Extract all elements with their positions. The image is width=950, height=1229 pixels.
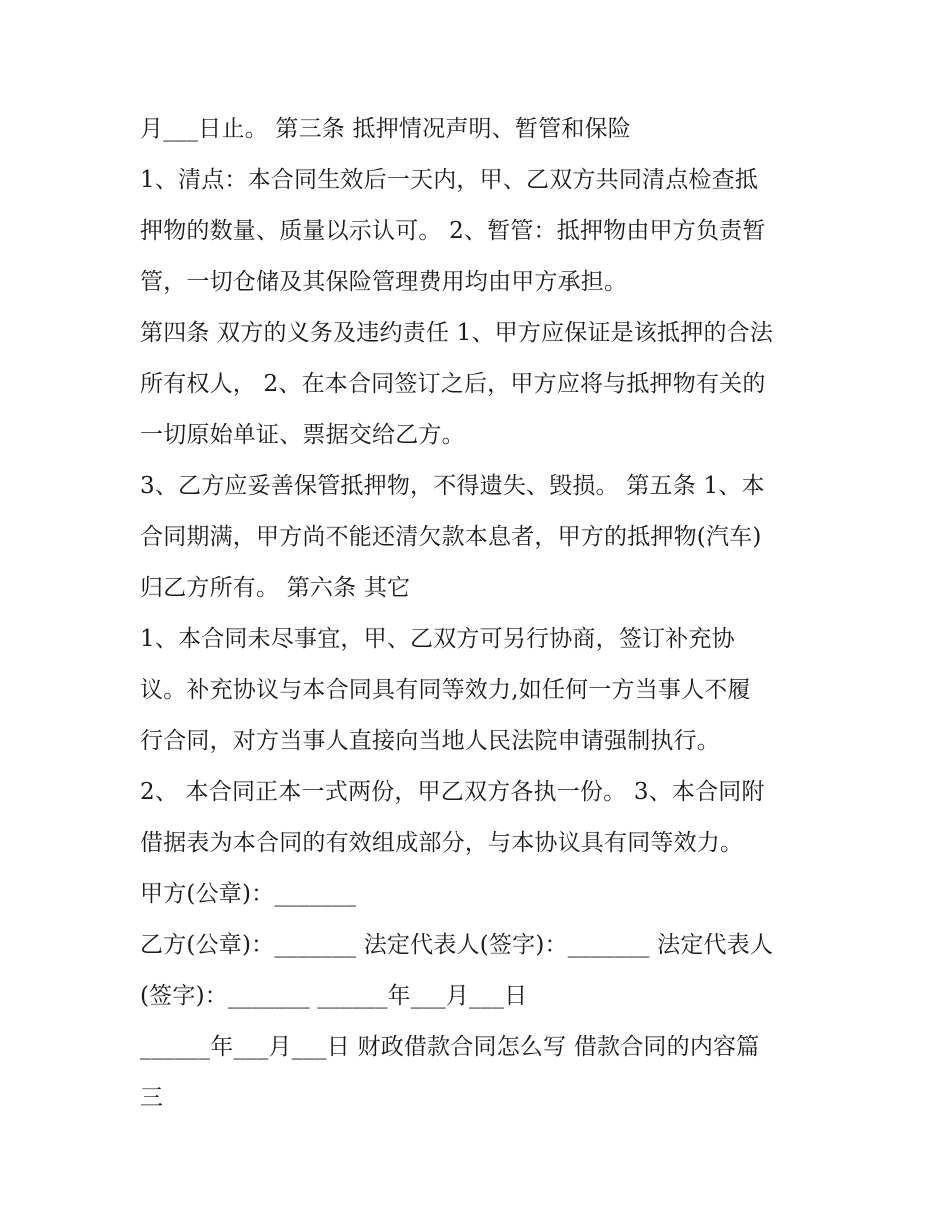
signature-line-party-a: 甲方(公章)：_______	[140, 881, 357, 907]
text-line: ______年___月___日 财政借款合同怎么写 借款合同的内容篇	[140, 1034, 760, 1060]
document-body	[140, 104, 820, 1124]
text-line: 1、清点：本合同生效后一天内，甲、乙双方共同清点检查抵	[140, 167, 759, 193]
text-line: 所有权人， 2、在本合同签订之后，甲方应将与抵押物有关的	[140, 371, 766, 397]
text-line: 归乙方所有。 第六条 其它	[140, 575, 411, 601]
text-line: 3、乙方应妥善保管抵押物，不得遗失、毁损。 第五条 1、本	[140, 473, 765, 499]
text-line: 议。补充协议与本合同具有同等效力,如任何一方当事人不履	[140, 677, 751, 703]
text-line: 第四条 双方的义务及违约责任 1、甲方应保证是该抵押的合法	[140, 320, 774, 346]
text-line: 1、本合同未尽事宜，甲、乙双方可另行协商，签订补充协	[140, 626, 735, 652]
text-line: 一切原始单证、票据交给乙方。	[140, 422, 465, 448]
signature-date-line: (签字)：_______ ______年___月___日	[140, 983, 528, 1009]
signature-line-party-b: 乙方(公章)：_______ 法定代表人(签字)：_______ 法定代表人	[140, 932, 774, 958]
text-line: 借据表为本合同的有效组成部分，与本协议具有同等效力。	[140, 830, 744, 856]
text-line: 合同期满，甲方尚不能还清欠款本息者，甲方的抵押物(汽车)	[140, 524, 762, 550]
text-line: 2、 本合同正本一式两份，甲乙双方各执一份。 3、本合同附	[140, 779, 765, 805]
text-line: 三	[140, 1085, 164, 1111]
text-line: 管，一切仓储及其保险管理费用均由甲方承担。	[140, 269, 628, 295]
text-line: 行合同，对方当事人直接向当地人民法院申请强制执行。	[140, 728, 720, 754]
text-line: 月___日止。 第三条 抵押情况声明、暂管和保险	[140, 116, 631, 142]
text-line: 押物的数量、质量以示认可。 2、暂管：抵押物由甲方负责暂	[140, 218, 766, 244]
